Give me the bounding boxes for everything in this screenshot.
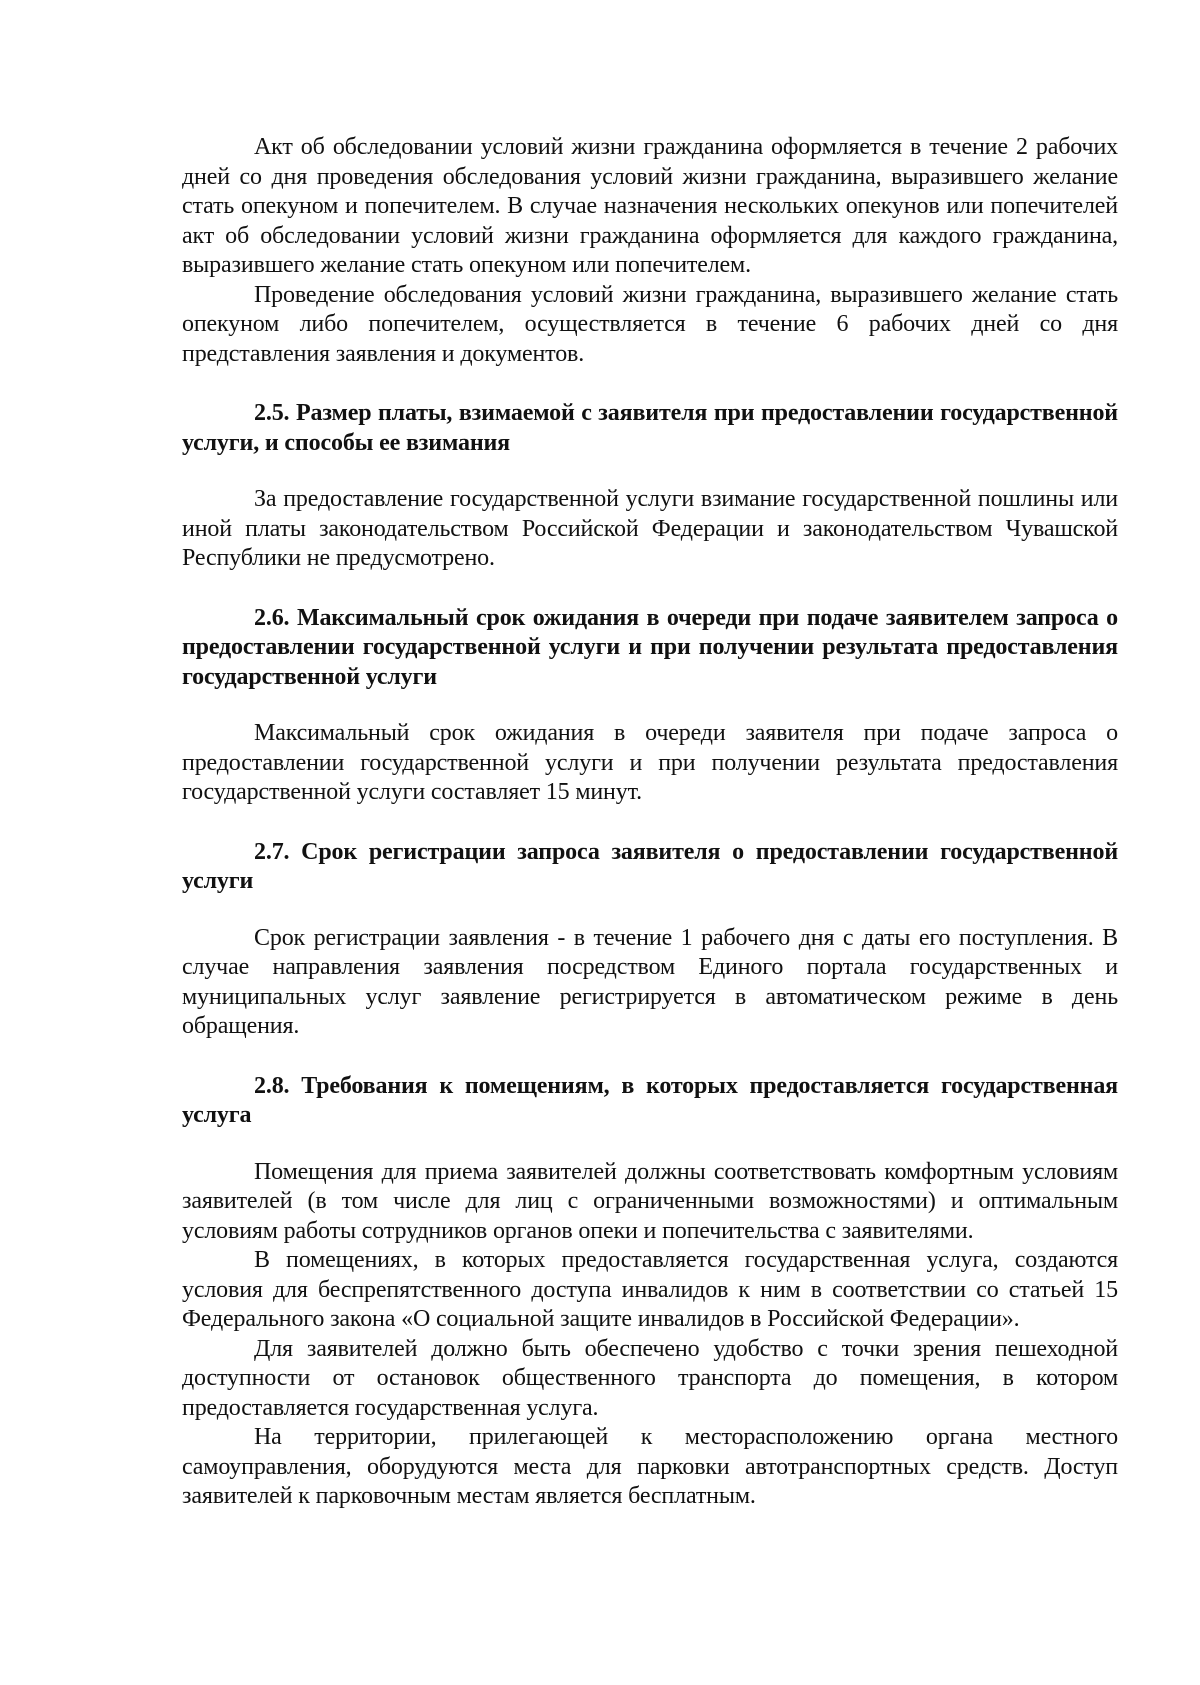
section-heading-2-6: 2.6. Максимальный срок ожидания в очереди при подаче заявителем запроса о предоставлении государственной услуги и при получении результата предоставления государственной услуги (182, 604, 1118, 690)
spacer (182, 458, 1118, 485)
section-heading-2-7: 2.7. Срок регистрации запроса заявителя о предоставлении государственной услуги (182, 838, 1118, 894)
spacer (182, 808, 1118, 838)
section-heading-2-5: 2.5. Размер платы, взимаемой с заявителя при предоставлении государственной услуги, и способы ее взимания (182, 400, 1118, 456)
section-heading-2-8: 2.8. Требования к помещениям, в которых предоставляется государственная услуга (182, 1072, 1118, 1128)
spacer (182, 897, 1118, 924)
section-text-2-7: Срок регистрации заявления - в течение 1 рабочего дня с даты его поступления. В случае направления заявления посредством Единого портала государственных и муниципальных услуг заявление регистрируется в автоматическом режиме в день обращения. (182, 924, 1118, 1039)
section-text-2-8-premises: Помещения для приема заявителей должны соответствовать комфортным условиям заявителей (в том числе для лиц с ограниченными возможностями) и оптимальным условиям работы сотрудников органов опеки и попечительства с заявителями. (182, 1158, 1118, 1244)
section-text-2-5: За предоставление государственной услуги взимание государственной пошлины или иной платы законодательством Российской Федерации и законодательством Чувашской Республики не предусмотрено. (182, 486, 1118, 571)
section-text-2-8-parking: На территории, прилегающей к месторасположению органа местного самоуправления, оборудуются места для парковки автотранспортных средств. Доступ заявителей к парковочным местам является бесплатным. (182, 1424, 1118, 1509)
document-page (182, 133, 1118, 1512)
section-text-2-8-transport: Для заявителей должно быть обеспечено удобство с точки зрения пешеходной доступности от остановок общественного транспорта до помещения, в котором предоставляется государственная услуга. (182, 1335, 1118, 1421)
spacer (182, 1042, 1118, 1072)
paragraph-inspection-term: Проведение обследования условий жизни гражданина, выразившего желание стать опекуном либо попечителем, осуществляется в течение 6 рабочих дней со дня представления заявления и документов. (182, 281, 1118, 367)
spacer (182, 1131, 1118, 1158)
section-text-2-8-accessibility: В помещениях, в которых предоставляется государственная услуга, создаются условия для беспрепятственного доступа инвалидов к ним в соответствии со статьей 15 Федерального закона «О социальной защите инвалидов в Российской Федерации». (182, 1247, 1118, 1332)
spacer (182, 692, 1118, 719)
spacer (182, 369, 1118, 399)
section-text-2-6: Максимальный срок ожидания в очереди заявителя при подаче запроса о предоставлении государственной услуги и при получении результата предоставления государственной услуги составляет 15 минут. (182, 720, 1118, 805)
paragraph-act-inspection: Акт об обследовании условий жизни гражданина оформляется в течение 2 рабочих дней со дня проведения обследования условий жизни гражданина, выразившего желание стать опекуном и попечителем. В случае назначения нескольких опекунов или попечителей акт об обследовании условий жизни гражданина оформляется для каждого гражданина, выразившего желание стать опекуном или попечителем. (182, 134, 1118, 278)
spacer (182, 574, 1118, 604)
